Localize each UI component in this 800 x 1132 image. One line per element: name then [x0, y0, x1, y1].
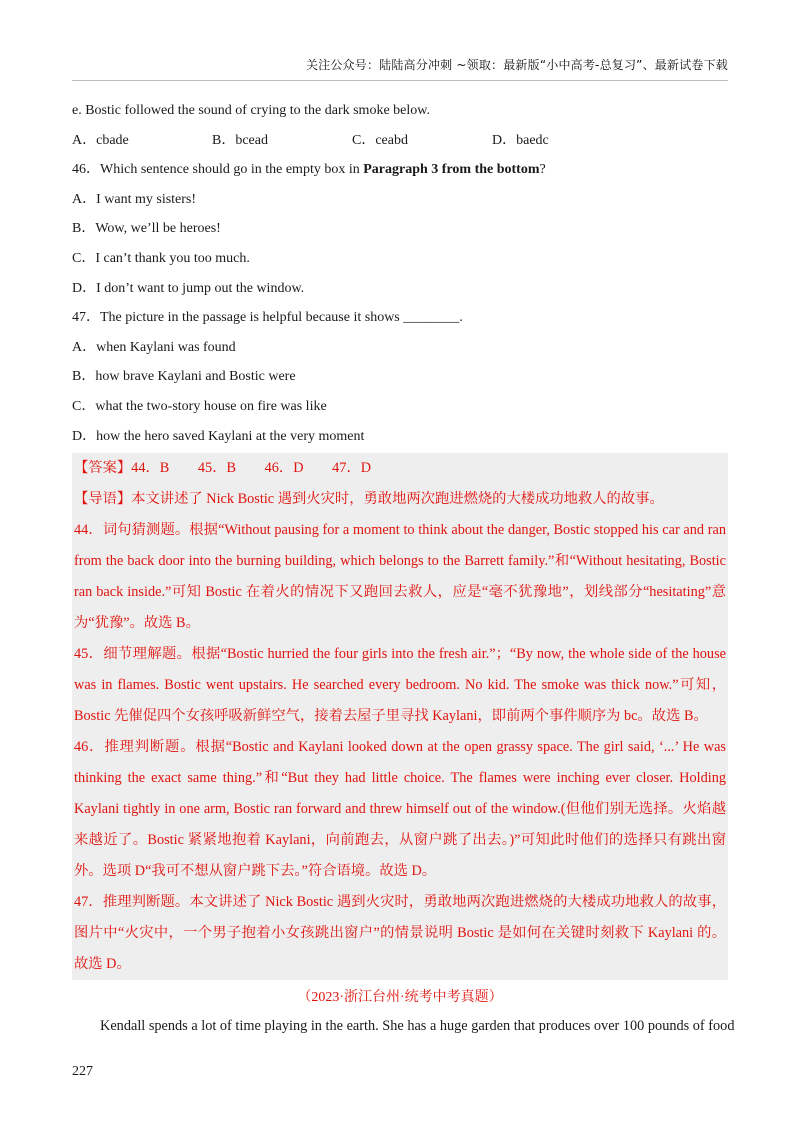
q45-options — [72, 126, 728, 156]
q46-stem-end: ? — [539, 162, 546, 178]
answer-key: 【答案】44．B 45．B 46．D 47．D — [74, 460, 372, 477]
q45-option-d: D．baedc — [492, 132, 549, 148]
q47-option-d: D．how the hero saved Kaylani at the very moment — [72, 428, 365, 444]
q46-stem-bold: Paragraph 3 from the bottom — [363, 162, 540, 178]
q46-stem-text: 46．Which sentence should go in the empty box in — [72, 162, 364, 178]
header-rule — [72, 80, 728, 81]
q47-stem: 47．The picture in the passage is helpful because it shows ________. — [72, 310, 463, 326]
q47-option-b: B．how brave Kaylani and Bostic were — [72, 369, 296, 385]
q45-item-e: e. Bostic followed the sound of crying to the dark smoke below. — [72, 103, 430, 118]
guide-text: 【导语】本文讲述了 Nick Bostic 遇到火灾时，勇敢地两次跑进燃烧的大楼成功地救人的故事。 — [74, 491, 664, 508]
q46-option-b: B．Wow, we’ll be heroes! — [72, 221, 221, 237]
source-label: （2023·浙江台州·统考中考真题） — [297, 990, 503, 1006]
explanation-46: 46．推理判断题。根据“Bostic and Kaylani looked down at the open grassy space. The girl said, ‘...’ He was thinking the exact same thing.”和“But they had little choice. The flames were inching ever closer. Holding Kaylani tightly in one arm, Bostic ran forward and threw himself out of the window.(但他们别无选择。火焰越来越近了。Bostic 紧紧地抱着 Kaylani，向前跑去，从窗户跳了出去。)”可知此时他们的选择只有跳出窗外。选项 D“我可不想从窗户跳下去。”符合语境。故选 D。 — [74, 739, 726, 880]
page-content — [72, 96, 735, 1040]
q46-stem — [72, 155, 728, 185]
q45-option-c: C．ceabd — [352, 132, 408, 148]
q45-option-b: B．bcead — [212, 132, 268, 148]
q46-option-d: D．I don’t want to jump out the window. — [72, 280, 305, 296]
q47-option-c: C．what the two-story house on fire was like — [72, 398, 327, 414]
page-number: 227 — [72, 1064, 93, 1079]
explanation-44: 44．词句猜测题。根据“Without pausing for a moment to think about the danger, Bostic stopped his car and ran from the back door into the burning building, which belongs to the Barrett family.”和“Without hesitating, Bostic ran back inside.”可知 Bostic 在着火的情况下又跑回去救人，应是“毫不犹豫地”，划线部分“hesitating”意为“犹豫”。故选 B。 — [74, 522, 726, 632]
q45-option-a: A．cbade — [72, 132, 129, 148]
page-header: 关注公众号：陆陆高分冲刺 ~领取：最新版“小中高考-总复习”、最新试卷下载 — [305, 58, 728, 72]
q46-option-c: C．I can’t thank you too much. — [72, 250, 250, 266]
q47-option-a: A．when Kaylani was found — [72, 339, 236, 355]
explanation-47: 47．推理判断题。本文讲述了 Nick Bostic 遇到火灾时，勇敢地两次跑进燃烧的大楼成功地救人的故事，图片中“火灾中，一个男子抱着小女孩跳出窗户”的情景说明 Bostic 是如何在关键时刻救下 Kaylani 的。故选 D。 — [74, 894, 726, 973]
explanation-45: 45．细节理解题。根据“Bostic hurried the four girls into the fresh air.”；“By now, the whole side of the house was in flames. Bostic went upstairs. He searched every bedroom. No kid. The smoke was thick now.”可知，Bostic 先催促四个女孩呼吸新鲜空气，接着去屋子里寻找 Kaylani，即前两个事件顺序为 bc。故选 B。 — [74, 646, 726, 725]
answer-explanation-box — [72, 453, 728, 980]
passage-start: Kendall spends a lot of time playing in the earth. She has a huge garden that produces over 100 pounds of food — [100, 1018, 735, 1035]
q46-option-a: A．I want my sisters! — [72, 191, 197, 207]
